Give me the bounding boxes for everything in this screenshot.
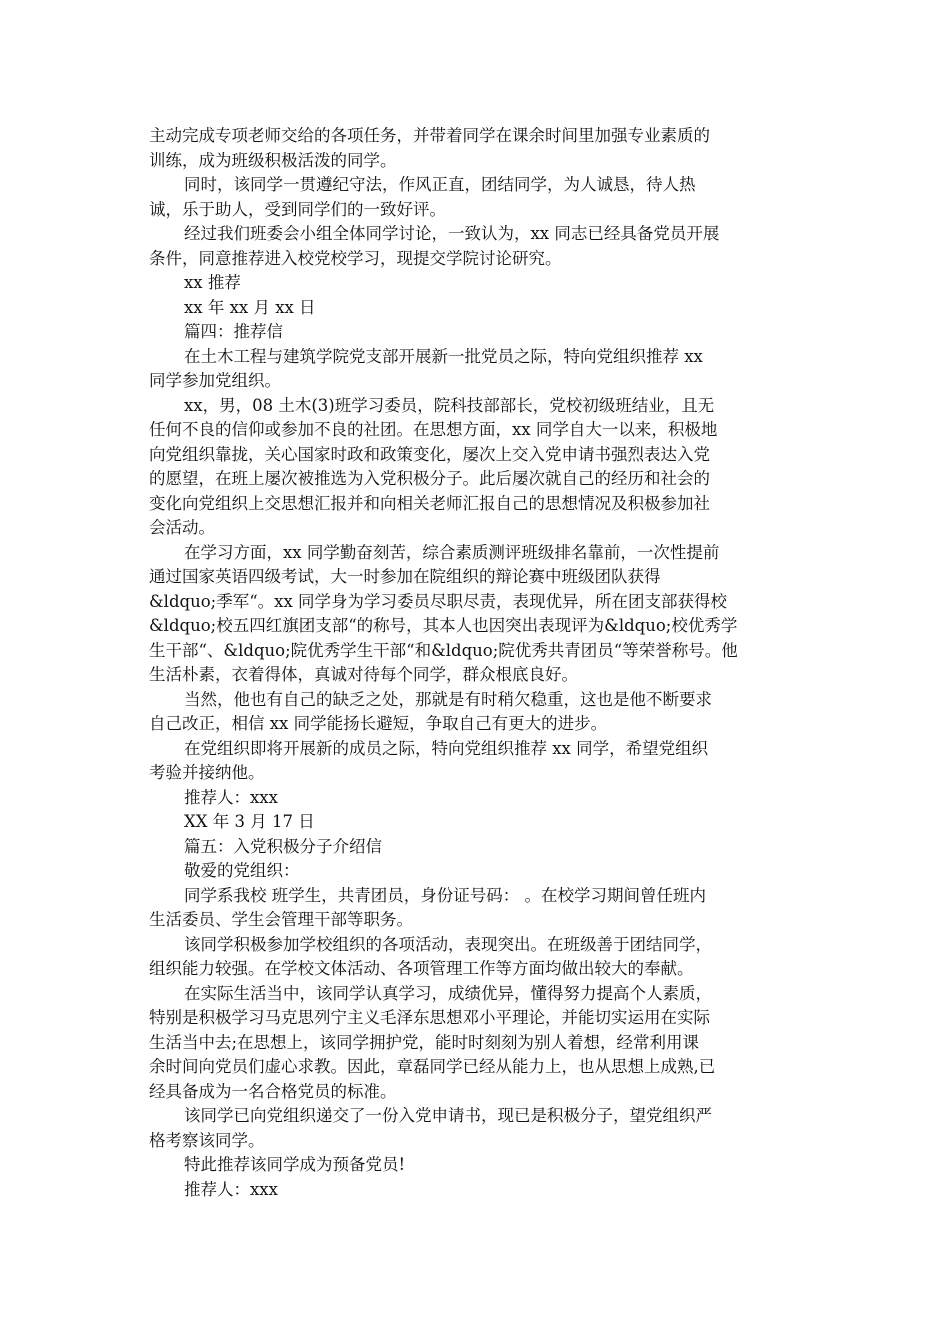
text-line: 同时，该同学一贯遵纪守法，作风正直，团结同学，为人诚恳，待人热 bbox=[184, 175, 696, 194]
text-line: &ldquo;季军“。xx 同学身为学习委员尽职尽责，表现优异，所在团支部获得校 bbox=[149, 591, 727, 611]
text-line: 在党组织即将开展新的成员之际，特向党组织推荐 xx 同学，希望党组织 bbox=[184, 738, 709, 758]
text-line: 生活朴素，衣着得体，真诚对待每个同学，群众根底良好。 bbox=[149, 665, 578, 684]
text-line: 敬爱的党组织： bbox=[184, 861, 300, 880]
text-line: 在实际生活当中，该同学认真学习，成绩优异，懂得努力提高个人素质， bbox=[184, 983, 712, 1003]
text-line: 组织能力较强。在学校文体活动、各项管理工作等方面均做出较大的奉献。 bbox=[149, 959, 694, 978]
text-line: 任何不良的信仰或参加不良的社团。在思想方面，xx 同学自大一以来，积极地 bbox=[149, 420, 718, 439]
text-line: 生活当中去;在思想上，该同学拥护党，能时时刻刻为别人着想，经常利用课 bbox=[149, 1032, 700, 1052]
text-line: 在土木工程与建筑学院党支部开展新一批党员之际，特向党组织推荐 xx bbox=[184, 346, 703, 366]
text-line: 在学习方面，xx 同学勤奋刻苦，综合素质测评班级排名靠前，一次性提前 bbox=[184, 542, 720, 562]
text-line: xx 推荐 bbox=[184, 273, 241, 292]
text-line: &ldquo;校五四红旗团支部“的称号，其本人也因突出表现评为&ldquo;校优秀学 bbox=[149, 616, 738, 635]
text-line: xx 年 xx 月 xx 日 bbox=[184, 297, 316, 317]
text-line: 变化向党组织上交思想汇报并和向相关老师汇报自己的思想情况及积极参加社 bbox=[149, 493, 710, 513]
text-line: 的愿望，在班上屡次被推选为入党积极分子。此后屡次就自己的经历和社会的 bbox=[149, 469, 710, 488]
text-line: 同学参加党组织。 bbox=[149, 371, 281, 390]
document-page bbox=[149, 124, 801, 1202]
text-line: 该同学积极参加学校组织的各项活动，表现突出。在班级善于团结同学， bbox=[184, 934, 712, 954]
text-line: 经过我们班委会小组全体同学讨论，一致认为，xx 同志已经具备党员开展 bbox=[184, 224, 720, 243]
text-line: 该同学已向党组织递交了一份入党申请书，现已是积极分子，望党组织严 bbox=[184, 1106, 712, 1125]
text-line: 经具备成为一名合格党员的标准。 bbox=[149, 1081, 397, 1101]
text-line: 余时间向党员们虚心求教。因此，章磊同学已经从能力上，也从思想上成熟,已 bbox=[149, 1057, 716, 1076]
text-line: xx，男，08 土木(3)班学习委员，院科技部部长，党校初级班结业，且无 bbox=[184, 395, 715, 415]
text-line: 通过国家英语四级考试，大一时参加在院组织的辩论赛中班级团队获得 bbox=[149, 567, 661, 586]
text-line: 向党组织靠拢，关心国家时政和政策变化，屡次上交入党申请书强烈表达入党 bbox=[149, 444, 710, 464]
text-line: XX 年 3 月 17 日 bbox=[184, 812, 315, 831]
text-line: 训练，成为班级积极活泼的同学。 bbox=[149, 150, 397, 170]
text-line: 生活委员、学生会管理干部等职务。 bbox=[149, 910, 413, 929]
text-line: 推荐人：xxx bbox=[184, 1179, 278, 1199]
text-line: 同学系我校 班学生，共青团员，身份证号码： 。在校学习期间曾任班内 bbox=[184, 885, 706, 905]
text-line: 生干部“、&ldquo;院优秀学生干部“和&ldquo;院优秀共青团员“等荣誉称号。他 bbox=[149, 640, 738, 660]
text-line: 诚，乐于助人，受到同学们的一致好评。 bbox=[149, 199, 446, 219]
text-line: 特此推荐该同学成为预备党员! bbox=[184, 1155, 406, 1174]
text-line: 特别是积极学习马克思列宁主义毛泽东思想邓小平理论，并能切实运用在实际 bbox=[149, 1008, 710, 1027]
text-line: 格考察该同学。 bbox=[149, 1130, 265, 1150]
text-line: 自己改正，相信 xx 同学能扬长避短，争取自己有更大的进步。 bbox=[149, 714, 608, 733]
text-line: 当然，他也有自己的缺乏之处，那就是有时稍欠稳重，这也是他不断要求 bbox=[184, 689, 712, 709]
text-line: 会活动。 bbox=[149, 518, 215, 537]
text-line: 推荐人：xxx bbox=[184, 787, 278, 807]
text-line: 篇四：推荐信 bbox=[184, 322, 283, 341]
text-line: 篇五：入党积极分子介绍信 bbox=[184, 836, 382, 856]
text-line: 主动完成专项老师交给的各项任务，并带着同学在课余时间里加强专业素质的 bbox=[149, 126, 710, 145]
text-line: 条件，同意推荐进入校党校学习，现提交学院讨论研究。 bbox=[149, 248, 562, 268]
text-line: 考验并接纳他。 bbox=[149, 763, 265, 782]
